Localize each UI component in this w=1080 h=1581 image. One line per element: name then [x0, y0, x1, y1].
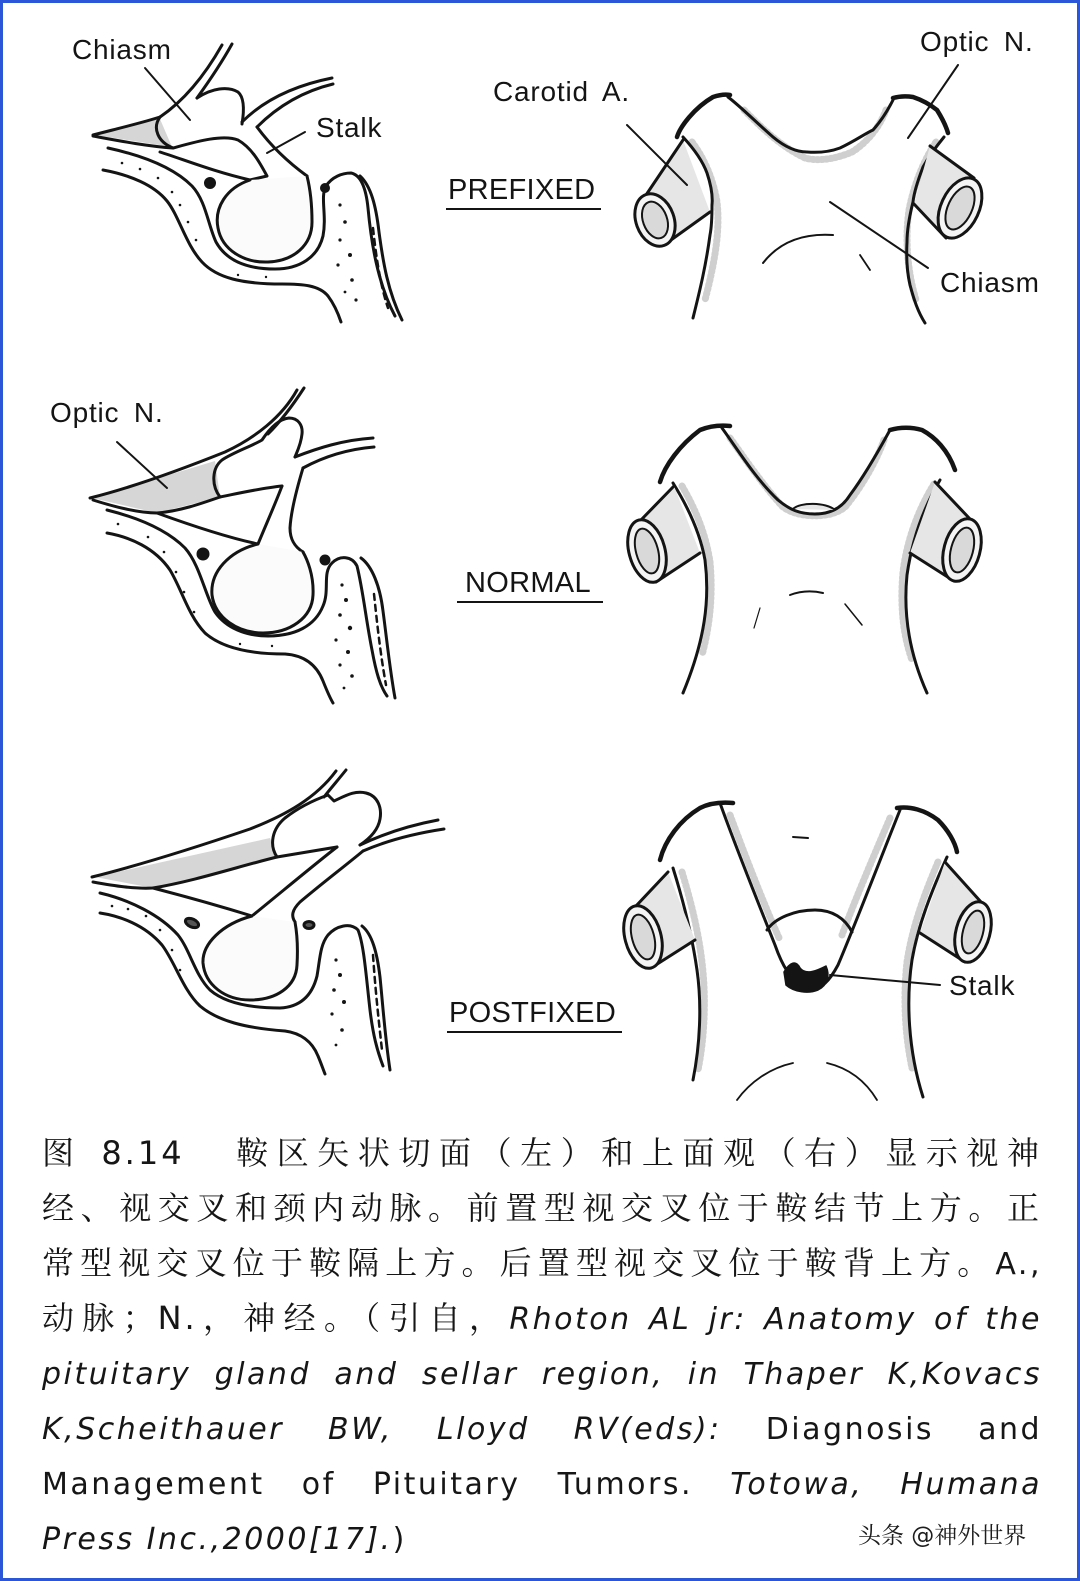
watermark: 头条 @神外世界 [858, 1523, 1027, 1549]
citation-italic: Rhoton AL jr: Anatomy of the [509, 1302, 1042, 1337]
stalk-posterior-edge [293, 851, 363, 922]
caption-line [42, 1291, 1042, 1346]
type-label-prefixed: PREFIXED [446, 176, 601, 210]
stalk-bump [793, 504, 835, 510]
diaphragma-line [160, 152, 250, 180]
caption-text: 动脉；N.，神经。（引自， [42, 1299, 510, 1337]
intercavernous-sinus-posterior [321, 556, 329, 564]
pituitary-gland [203, 916, 297, 1000]
label-stalk-sagittal: Stalk [316, 112, 383, 143]
chiasm-anterior-v [720, 803, 900, 990]
stalk-anterior-edge [173, 138, 267, 180]
stalk-dome [767, 910, 852, 932]
diaphragma-line [153, 888, 252, 916]
citation-italic: Press Inc.,2000[17]. [42, 1522, 393, 1557]
citation-italic: Totowa, Humana [730, 1467, 1042, 1502]
sagittal-prefixed-drawing [93, 44, 402, 322]
figure-caption [42, 1126, 1042, 1566]
type-label-postfixed: POSTFIXED [447, 999, 622, 1033]
dorsum-arc-right [827, 1063, 877, 1100]
pituitary-gland [212, 544, 313, 633]
right-carotid-artery [910, 482, 988, 586]
label-stalk-superior: Stalk [949, 970, 1016, 1001]
stalk-anterior-edge [258, 486, 282, 544]
right-optic-nerve-top [890, 428, 955, 470]
label-chiasm-sagittal: Chiasm [72, 34, 172, 65]
citation-italic: K,Scheithauer BW, Lloyd RV(eds): [42, 1412, 722, 1447]
citation-italic: pituitary gland and sellar region, in Thaper K,Kovacs [42, 1357, 1042, 1392]
surface-hatching [682, 815, 938, 1070]
figure-number: 图 8.14 [42, 1134, 185, 1172]
leader-line-stalk [830, 975, 940, 985]
dorsum-arc-fragment [860, 255, 870, 270]
citation-book-title: Management of Pituitary Tumors. [42, 1467, 731, 1502]
tuberculum-arc [763, 235, 833, 263]
label-optic-nerve-sagittal: Optic N. [50, 397, 164, 428]
intercavernous-sinus-anterior [184, 916, 200, 929]
surface-hatching [682, 438, 934, 660]
type-label-normal: NORMAL [457, 569, 603, 603]
citation-close-paren: ) [392, 1522, 407, 1557]
pituitary-stalk [784, 963, 828, 992]
superior-prefixed-drawing [627, 65, 991, 323]
dorsum-arc-fragment-left [754, 608, 760, 628]
leader-line-optic-nerve [908, 65, 958, 138]
diaphragma-line [157, 513, 258, 544]
left-optic-nerve-top [660, 426, 730, 482]
sagittal-normal-drawing [90, 388, 395, 703]
caption-line [42, 1126, 1042, 1181]
intercavernous-sinus-anterior [206, 179, 215, 188]
tuberculum-dash [793, 837, 808, 838]
tuberculum-arc [790, 591, 823, 595]
right-optic-nerve-top [897, 808, 957, 853]
caption-line [42, 1401, 1042, 1456]
intercavernous-sinus-posterior [322, 185, 329, 192]
intercavernous-sinus-anterior [198, 549, 208, 559]
leader-line-stalk [267, 132, 305, 153]
label-carotid-artery: Carotid A. [493, 76, 630, 107]
citation-book-title: Diagnosis and [721, 1412, 1042, 1447]
chiasm-top [197, 89, 243, 124]
chiasm-outline [214, 418, 302, 497]
caption-line [42, 1346, 1042, 1401]
pituitary-gland [217, 176, 312, 262]
caption-line [42, 1181, 1042, 1236]
right-optic-nerve-top [893, 96, 948, 133]
caption-abbreviation: A., [995, 1247, 1042, 1282]
sagittal-postfixed-drawing [92, 770, 444, 1074]
stalk-posterior-edge [290, 468, 303, 552]
chiasm-underside [220, 486, 282, 497]
superior-postfixed-drawing [617, 803, 997, 1100]
leader-line-chiasm [830, 202, 928, 268]
dorsum-arc-left [737, 1063, 793, 1100]
surface-hatching [692, 110, 936, 300]
chiasm-anterior-notch [728, 97, 893, 152]
caption-line [42, 1236, 1042, 1291]
caption-text: 鞍区矢状切面（左）和上面观（右）显示视神 [230, 1134, 1042, 1172]
label-optic-nerve-superior: Optic N. [920, 26, 1034, 57]
caption-line [42, 1456, 1042, 1511]
dorsum-arc-fragment [845, 604, 862, 625]
intercavernous-sinus-posterior [304, 922, 314, 929]
left-optic-nerve-top [677, 95, 730, 137]
caption-text: 经、视交叉和颈内动脉。前置型视交叉位于鞍结节上方。正 [42, 1189, 1042, 1227]
chiasm-anterior-notch [722, 428, 890, 514]
label-chiasm-superior: Chiasm [940, 267, 1040, 298]
caption-text: 常型视交叉位于鞍隔上方。后置型视交叉位于鞍背上方。 [42, 1244, 996, 1282]
superior-normal-drawing [621, 426, 987, 693]
